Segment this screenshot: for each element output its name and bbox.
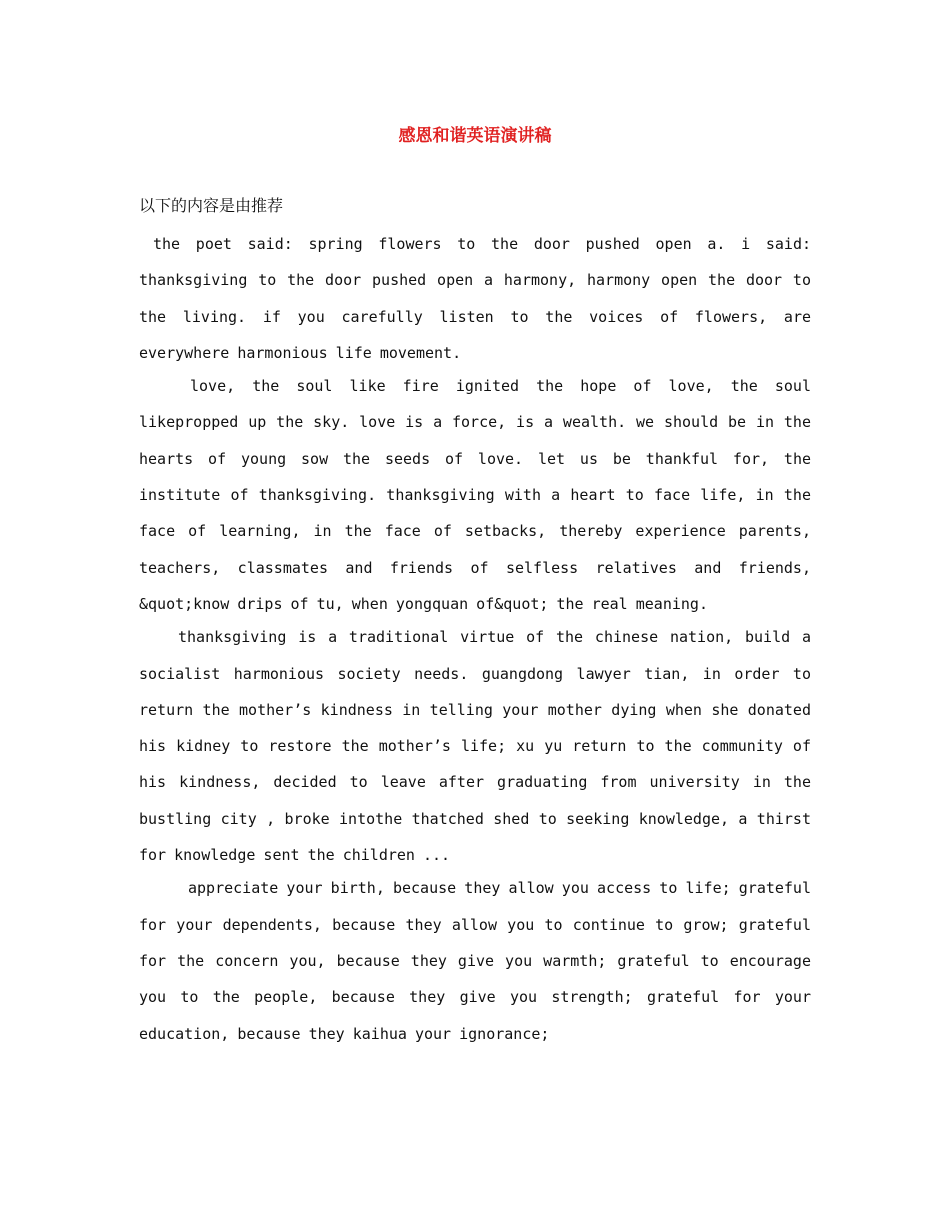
- paragraph-1: the poet said: spring flowers to the door pushed open a. i said: thanksgiving to the door pushed open a harmony, harmony open the door to the living. if you carefully listen to the voices of flowers, are everywhere harmonious life movement.: [139, 235, 811, 362]
- intro-line: 以下的内容是由推荐: [139, 196, 284, 215]
- paragraph-4: appreciate your birth, because they allow you access to life; grateful for your dependents, because they allow you to continue to grow; grateful for the concern you, because they give you warmth; grateful to encourage you to the people, because they give you strength; grateful for your education, because they kaihua your ignorance;: [139, 879, 811, 1043]
- paragraph-2: love, the soul like fire ignited the hope of love, the soul likepropped up the sky. love is a force, is a wealth. we should be in the hearts of young sow the seeds of love. let us be thankful for, the institute of thanksgiving. thanksgiving with a heart to face life, in the face of learning, in the face of setbacks, thereby experience parents, teachers, classmates and friends of selfless relatives and friends, &quot;know drips of tu, when yongquan of&quot; the real meaning.: [139, 377, 811, 613]
- paragraph-3: thanksgiving is a traditional virtue of the chinese nation, build a socialist harmonious society needs. guangdong lawyer tian, in order to return the mother’s kindness in telling your mother dying when she donated his kidney to restore the mother’s life; xu yu return to the community of his kindness, decided to leave after graduating from university in the bustling city , broke intothe thatched shed to seeking knowledge, a thirst for knowledge sent the children ...: [139, 628, 811, 865]
- document-body: [139, 226, 811, 1049]
- document-title: 感恩和谐英语演讲稿: [398, 126, 552, 146]
